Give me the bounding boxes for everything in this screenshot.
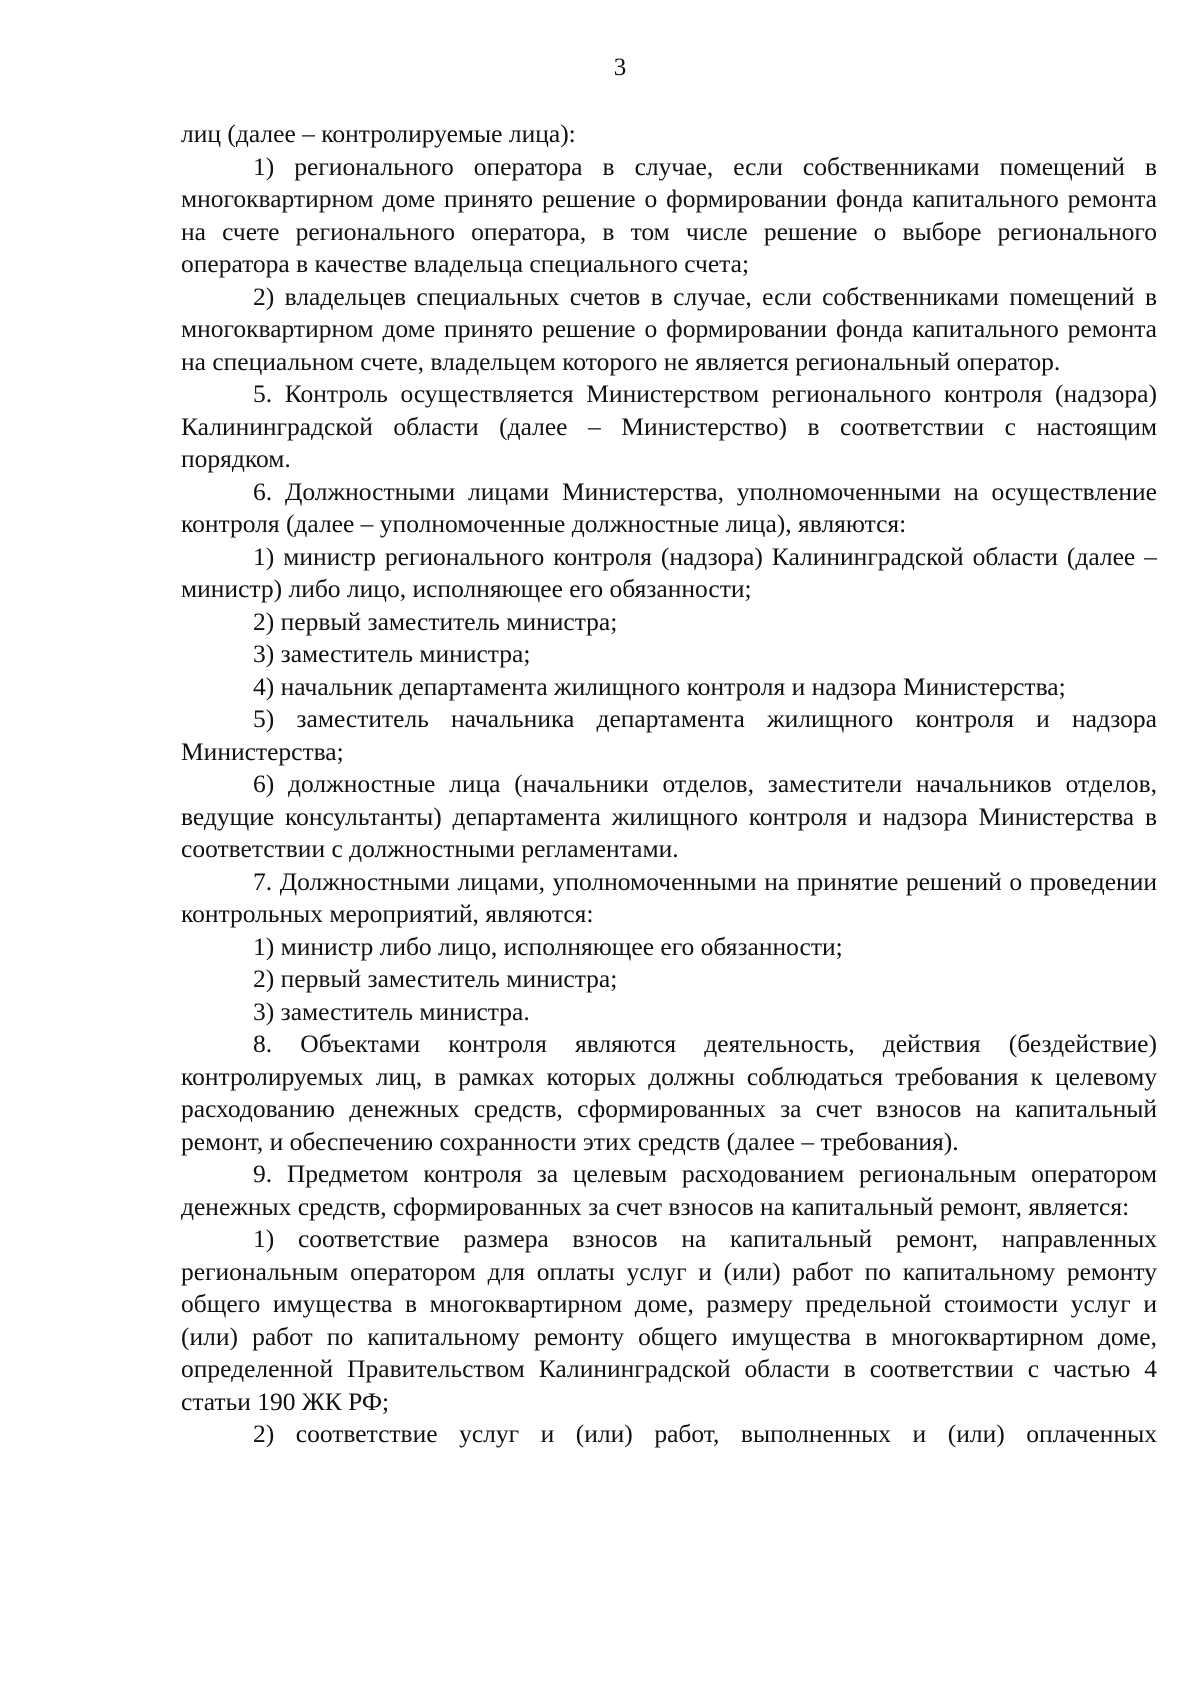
paragraph-12: 7. Должностными лицами, уполномоченными на принятие решений о проведении контрольных мероприятий, являются:: [181, 866, 1157, 928]
paragraph-1: лиц (далее – контролируемые лица):: [181, 119, 576, 148]
paragraph-7: 2) первый заместитель министра;: [253, 606, 618, 636]
paragraph-18: 1) соответствие размера взносов на капитальный ремонт, направленных региональным оператором для оплаты услуг и (или) работ по капитальному ремонту общего имущества в многоквартирном доме, размеру предельной стоимости услуг и (или) работ по капитальному ремонту общего имущества в многоквартирном доме, определенной Правительством Калининградской области в соответствии с частью 4 статьи 190 ЖК РФ;: [181, 1224, 1157, 1416]
paragraph-15: 3) заместитель министра.: [253, 996, 530, 1026]
paragraph-6: 1) министр регионального контроля (надзора) Калининградской области (далее – министр) либо лицо, исполняющее его обязанности;: [181, 541, 1157, 603]
paragraph-8: 3) заместитель министра;: [253, 639, 531, 668]
continued-line-wrapper: [181, 1418, 1157, 1451]
paragraph-9: 4) начальник департамента жилищного контроля и надзора Министерства;: [253, 671, 1066, 701]
paragraph-10: 5) заместитель начальника департамента жилищного контроля и надзора Министерства;: [181, 704, 1157, 766]
document-body: [181, 118, 1157, 1451]
paragraph-11: 6) должностные лица (начальники отделов, заместители начальников отделов, ведущие консультанты) департамента жилищного контроля и надзора Министерства в соответствии с должностными регламентами.: [181, 769, 1157, 863]
page-number: 3: [613, 54, 627, 81]
paragraph-14: 2) первый заместитель министра;: [253, 964, 618, 993]
paragraph-13: 1) министр либо лицо, исполняющее его обязанности;: [253, 931, 843, 961]
paragraph-3: 2) владельцев специальных счетов в случае, если собственниками помещений в многоквартирном доме принято решение о формировании фонда капитального ремонта на специальном счете, владельцем которого не является региональный оператор.: [181, 281, 1157, 376]
paragraph-17: 9. Предметом контроля за целевым расходованием региональным оператором денежных средств, сформированных за счет взносов на капитальный ремонт, является:: [181, 1159, 1157, 1221]
paragraph-5: 6. Должностными лицами Министерства, уполномоченными на осуществление контроля (далее – уполномоченные должностные лица), являются:: [181, 476, 1157, 538]
paragraph-2: 1) регионального оператора в случае, если собственниками помещений в многоквартирном доме принято решение о формировании фонда капитального ремонта на счете регионального оператора, в том числе решение о выборе регионального оператора в качестве владельца специального счета;: [181, 151, 1157, 278]
paragraph-16: 8. Объектами контроля являются деятельность, действия (бездействие) контролируемых лиц, в рамках которых должны соблюдаться требования к целевому расходованию денежных средств, сформированных за счет взносов на капитальный ремонт, и обеспечению сохранности этих средств (далее – требования).: [181, 1029, 1157, 1156]
paragraph-continued: 2) соответствие услуг и (или) работ, выполненных и (или) оплаченных: [253, 1419, 1157, 1448]
paragraph-4: 5. Контроль осуществляется Министерством регионального контроля (надзора) Калининградской области (далее – Министерство) в соответствии с настоящим порядком.: [181, 379, 1157, 473]
